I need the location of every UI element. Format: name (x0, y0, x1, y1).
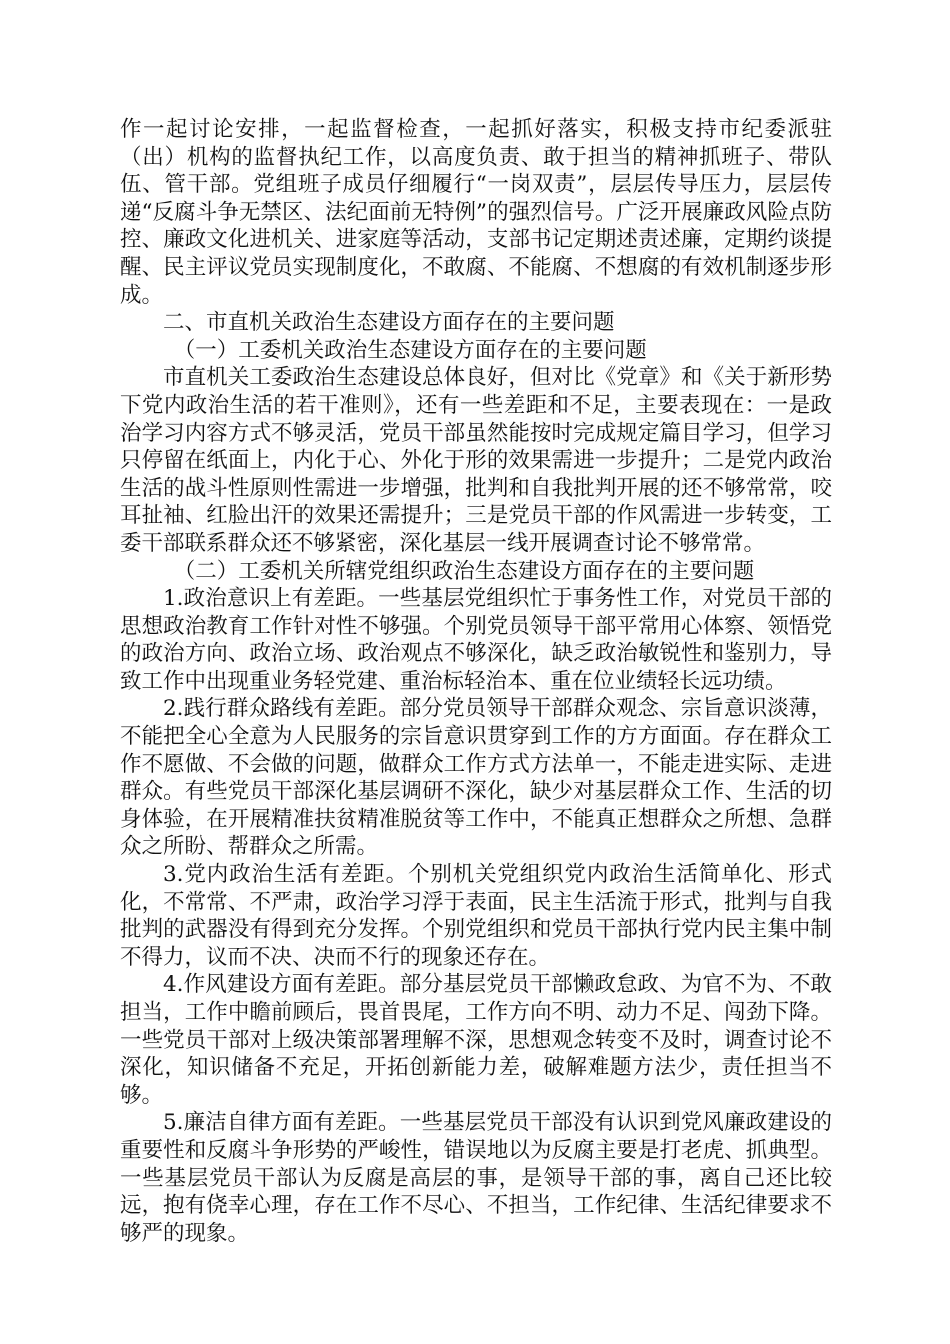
document-body (120, 116, 832, 1247)
paragraph-item-3: 3.党内政治生活有差距。个别机关党组织党内政治生活简单化、形式化，不常常、不严肃，政治学习浮于表面，民主生活流于形式，批判与自我批判的武器没有得到充分发挥。个别党组织和党员干部执行党内民主集中制不得力，议而不决、决而不行的现象还存在。 (120, 862, 832, 970)
section-heading: 二、市直机关政治生态建设方面存在的主要问题 (163, 310, 615, 336)
subsection-heading-2: （二）工委机关所辖党组织政治生态建设方面存在的主要问题 (173, 558, 755, 584)
paragraph-item-1: 1.政治意识上有差距。一些基层党组织忙于事务性工作，对党员干部的思想政治教育工作针对性不够强。个别党员领导干部平常用心体察、领悟党的政治方向、政治立场、政治观点不够深化，缺乏政治敏锐性和鉴别力，导致工作中出现重业务轻党建、重治标轻治本、重在位业绩轻长远功绩。 (120, 586, 832, 694)
paragraph-continuation: 作一起讨论安排，一起监督检查，一起抓好落实，积极支持市纪委派驻（出）机构的监督执纪工作，以高度负责、敢于担当的精神抓班子、带队伍、管干部。党组班子成员仔细履行“一岗双责”，层层传导压力，层层传递“反腐斗争无禁区、法纪面前无特例”的强烈信号。广泛开展廉政风险点防控、廉政文化进机关、进家庭等活动，支部书记定期述责述廉，定期约谈提醒、民主评议党员实现制度化，不敢腐、不能腐、不想腐的有效机制逐步形成。 (120, 117, 832, 308)
paragraph-item-4: 4.作风建设方面有差距。部分基层党员干部懒政怠政、为官不为、不敢担当，工作中瞻前顾后，畏首畏尾，工作方向不明、动力不足、闯劲下降。一些党员干部对上级决策部署理解不深，思想观念转变不及时，调查讨论不深化，知识储备不充足，开拓创新能力差，破解难题方法少，责任担当不够。 (120, 972, 832, 1108)
subsection-heading-1: （一）工委机关政治生态建设方面存在的主要问题 (173, 337, 647, 363)
paragraph-item-2: 2.践行群众路线有差距。部分党员领导干部群众观念、宗旨意识淡薄，不能把全心全意为人民服务的宗旨意识贯穿到工作的方方面面。存在群众工作不愿做、不会做的问题，做群众工作方式方法单一，不能走进实际、走进群众。有些党员干部深化基层调研不深化，缺少对基层群众工作、生活的切身体验，在开展精准扶贫精准脱贫等工作中，不能真正想群众之所想、急群众之所盼、帮群众之所需。 (120, 696, 832, 860)
paragraph-subsection-1: 市直机关工委政治生态建设总体良好，但对比《党章》和《关于新形势下党内政治生活的若干准则》，还有一些差距和不足，主要表现在：一是政治学习内容方式不够灵活，党员干部虽然能按时完成规定篇目学习，但学习只停留在纸面上，内化于心、外化于形的效果需进一步提升；二是党内政治生活的战斗性原则性需进一步增强，批判和自我批判开展的还不够常常，咬耳扯袖、红脸出汗的效果还需提升；三是党员干部的作风需进一步转变，工委干部联系群众还不够紧密，深化基层一线开展调查讨论不够常常。 (120, 365, 832, 556)
paragraph-item-5: 5.廉洁自律方面有差距。一些基层党员干部没有认识到党风廉政建设的重要性和反腐斗争形势的严峻性，错误地以为反腐主要是打老虎、抓典型。一些基层党员干部认为反腐是高层的事，是领导干部的事，离自己还比较远，抱有侥幸心理，存在工作不尽心、不担当，工作纪律、生活纪律要求不够严的现象。 (120, 1110, 832, 1246)
